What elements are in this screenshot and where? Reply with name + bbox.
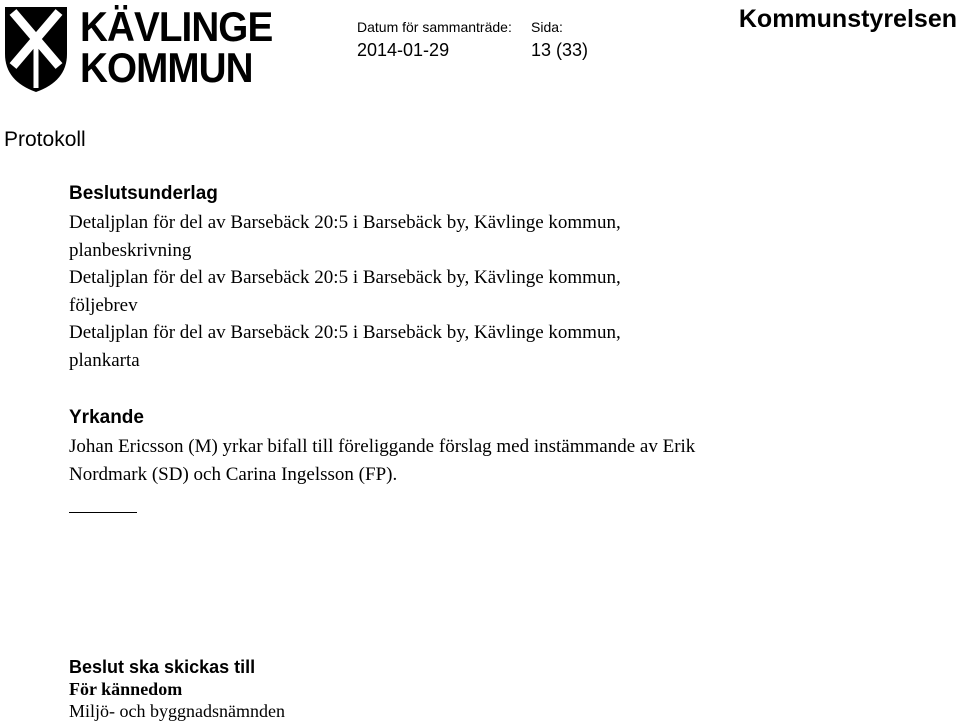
organization-name: Kommunstyrelsen [738,5,957,33]
basis-item-line: planbeskrivning [69,239,192,261]
basis-item-line: följebrev [69,294,138,316]
meeting-date-label: Datum för sammanträde: [357,19,512,35]
motion-text-line: Johan Ericsson (M) yrkar bifall till föreliggande förslag med instämmande av Erik [69,436,696,457]
motion-heading: Yrkande [69,407,144,428]
page-label: Sida: [531,19,563,35]
meeting-date: 2014-01-29 [357,40,450,60]
basis-item-line: Detaljplan för del av Barsebäck 20:5 i Barsebäck by, Kävlinge kommun, [69,267,621,288]
coat-of-arms-icon [2,4,70,94]
logo-text-line1: KÄVLINGE [80,3,273,50]
page-number: 13 (33) [531,40,589,60]
motion-section [69,407,939,488]
distribution-section [69,656,939,722]
basis-item-line: plankarta [69,349,140,371]
for-information-heading: För kännedom [69,679,183,699]
recipient: Miljö- och byggnadsnämnden [69,701,285,721]
decision-basis-section [69,183,939,374]
motion-text-line: Nordmark (SD) och Carina Ingelsson (FP). [69,463,398,485]
section-divider [69,512,137,513]
basis-item-line: Detaljplan för del av Barsebäck 20:5 i Barsebäck by, Kävlinge kommun, [69,212,621,233]
distribution-heading: Beslut ska skickas till [69,657,256,677]
decision-basis-heading: Beslutsunderlag [69,183,218,204]
basis-item-line: Detaljplan för del av Barsebäck 20:5 i Barsebäck by, Kävlinge kommun, [69,322,621,343]
logo-text-line2: KOMMUN [80,44,253,91]
document-type: Protokoll [4,128,86,151]
